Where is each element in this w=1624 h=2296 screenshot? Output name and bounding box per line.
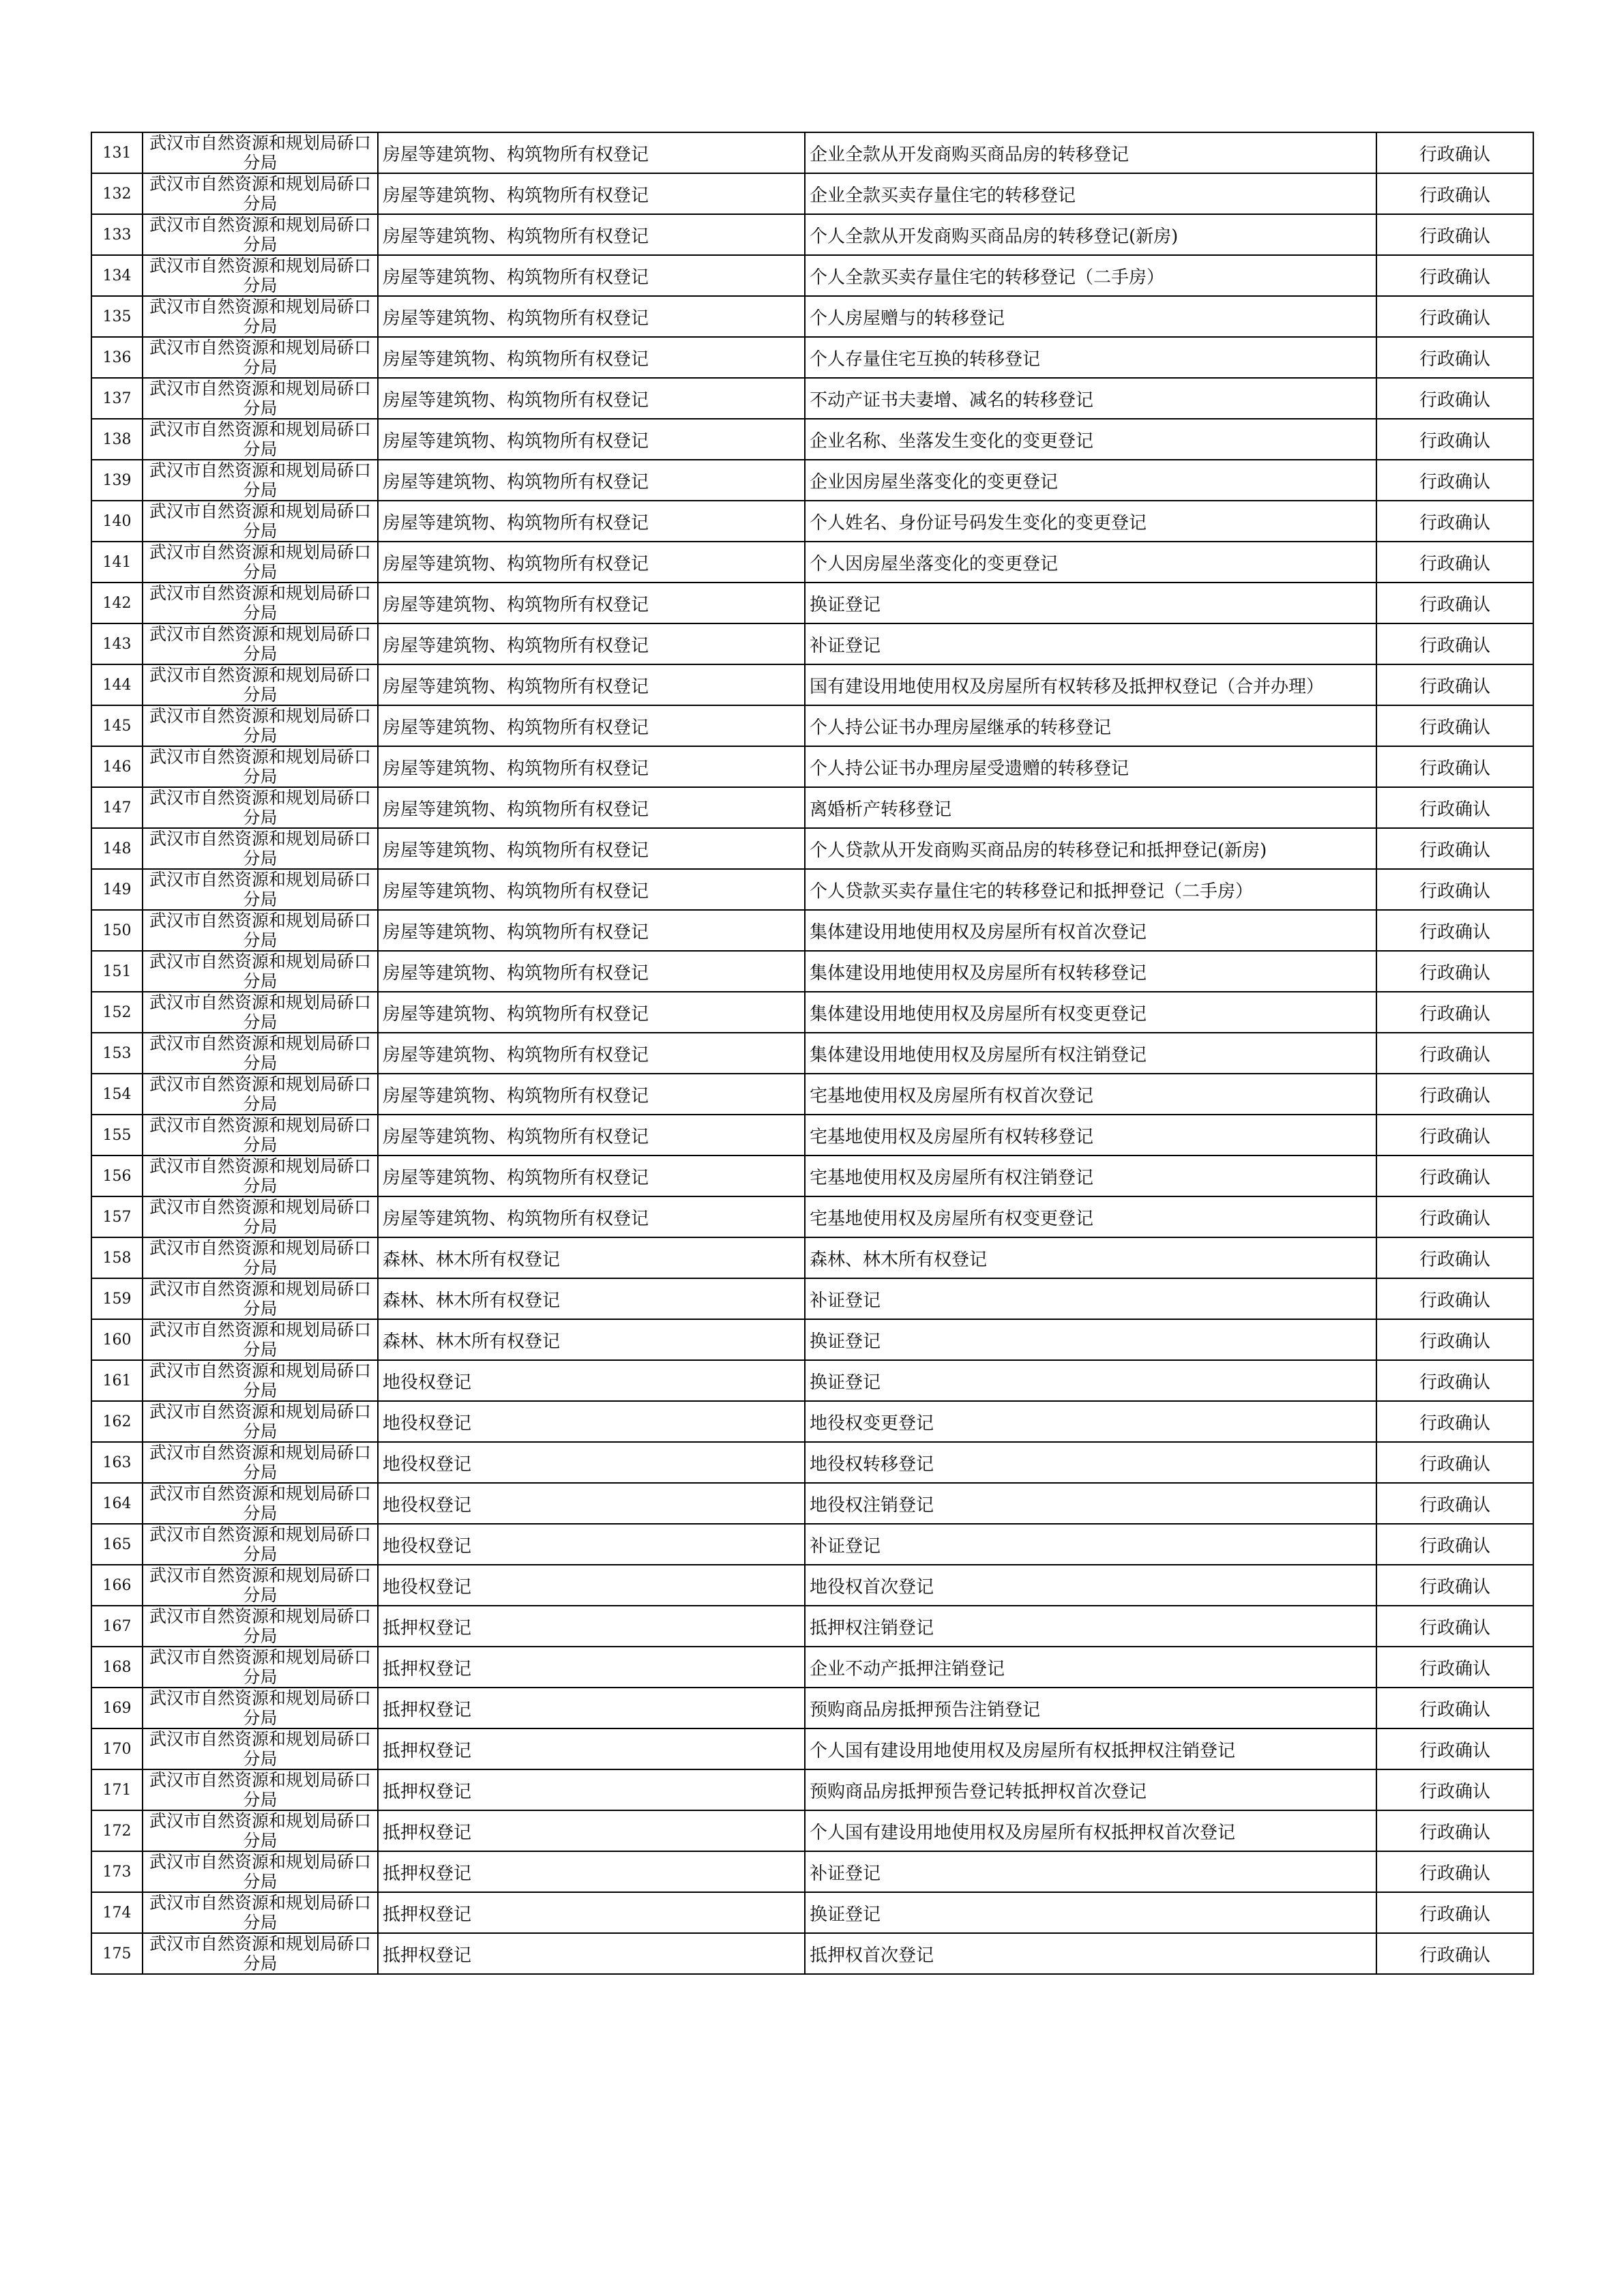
row-number-cell: 169	[91, 1688, 143, 1728]
item-name-cell: 集体建设用地使用权及房屋所有权注销登记	[805, 1033, 1376, 1074]
row-number-cell: 146	[91, 746, 143, 787]
category-cell: 地役权登记	[378, 1360, 805, 1401]
item-name-cell: 企业全款买卖存量住宅的转移登记	[805, 173, 1376, 214]
item-type-cell: 行政确认	[1376, 460, 1533, 501]
category-cell: 房屋等建筑物、构筑物所有权登记	[378, 1074, 805, 1115]
item-type-cell: 行政确认	[1376, 542, 1533, 583]
table-body	[91, 132, 1533, 1974]
row-number-cell: 151	[91, 951, 143, 992]
item-name-cell: 地役权首次登记	[805, 1565, 1376, 1606]
item-type-cell: 行政确认	[1376, 951, 1533, 992]
item-type-cell: 行政确认	[1376, 1851, 1533, 1892]
category-cell: 房屋等建筑物、构筑物所有权登记	[378, 296, 805, 337]
department-cell: 武汉市自然资源和规划局硚口分局	[143, 746, 378, 787]
row-number-cell: 171	[91, 1769, 143, 1810]
department-cell: 武汉市自然资源和规划局硚口分局	[143, 1933, 378, 1974]
row-number-cell: 159	[91, 1278, 143, 1319]
item-type-cell: 行政确认	[1376, 1728, 1533, 1769]
item-name-cell: 个人因房屋坐落变化的变更登记	[805, 542, 1376, 583]
item-name-cell: 地役权注销登记	[805, 1483, 1376, 1524]
table-row	[91, 1442, 1533, 1483]
row-number-cell: 138	[91, 419, 143, 460]
item-type-cell: 行政确认	[1376, 1278, 1533, 1319]
category-cell: 抵押权登记	[378, 1810, 805, 1851]
category-cell: 房屋等建筑物、构筑物所有权登记	[378, 337, 805, 378]
item-type-cell: 行政确认	[1376, 869, 1533, 910]
item-type-cell: 行政确认	[1376, 583, 1533, 623]
department-cell: 武汉市自然资源和规划局硚口分局	[143, 1524, 378, 1565]
document-table	[91, 132, 1534, 1975]
item-name-cell: 补证登记	[805, 1851, 1376, 1892]
item-name-cell: 个人贷款买卖存量住宅的转移登记和抵押登记（二手房）	[805, 869, 1376, 910]
department-cell: 武汉市自然资源和规划局硚口分局	[143, 419, 378, 460]
row-number-cell: 134	[91, 255, 143, 296]
item-type-cell: 行政确认	[1376, 828, 1533, 869]
row-number-cell: 133	[91, 214, 143, 255]
table-row	[91, 583, 1533, 623]
item-name-cell: 补证登记	[805, 623, 1376, 664]
item-name-cell: 个人全款从开发商购买商品房的转移登记(新房)	[805, 214, 1376, 255]
row-number-cell: 156	[91, 1156, 143, 1196]
category-cell: 抵押权登记	[378, 1933, 805, 1974]
row-number-cell: 142	[91, 583, 143, 623]
category-cell: 森林、林木所有权登记	[378, 1319, 805, 1360]
department-cell: 武汉市自然资源和规划局硚口分局	[143, 1360, 378, 1401]
category-cell: 抵押权登记	[378, 1606, 805, 1647]
category-cell: 地役权登记	[378, 1524, 805, 1565]
category-cell: 房屋等建筑物、构筑物所有权登记	[378, 1115, 805, 1156]
department-cell: 武汉市自然资源和规划局硚口分局	[143, 1565, 378, 1606]
table-row	[91, 1237, 1533, 1278]
department-cell: 武汉市自然资源和规划局硚口分局	[143, 1237, 378, 1278]
department-cell: 武汉市自然资源和规划局硚口分局	[143, 1319, 378, 1360]
table-row	[91, 1483, 1533, 1524]
item-type-cell: 行政确认	[1376, 623, 1533, 664]
table-row	[91, 910, 1533, 951]
item-name-cell: 预购商品房抵押预告注销登记	[805, 1688, 1376, 1728]
category-cell: 地役权登记	[378, 1401, 805, 1442]
item-type-cell: 行政确认	[1376, 1442, 1533, 1483]
table-row	[91, 1196, 1533, 1237]
item-type-cell: 行政确认	[1376, 1401, 1533, 1442]
department-cell: 武汉市自然资源和规划局硚口分局	[143, 787, 378, 828]
table-row	[91, 1319, 1533, 1360]
item-type-cell: 行政确认	[1376, 1647, 1533, 1688]
item-name-cell: 企业名称、坐落发生变化的变更登记	[805, 419, 1376, 460]
department-cell: 武汉市自然资源和规划局硚口分局	[143, 173, 378, 214]
item-type-cell: 行政确认	[1376, 1360, 1533, 1401]
category-cell: 房屋等建筑物、构筑物所有权登记	[378, 583, 805, 623]
table-row	[91, 1524, 1533, 1565]
row-number-cell: 153	[91, 1033, 143, 1074]
table-row	[91, 1810, 1533, 1851]
item-type-cell: 行政确认	[1376, 1319, 1533, 1360]
department-cell: 武汉市自然资源和规划局硚口分局	[143, 1769, 378, 1810]
category-cell: 房屋等建筑物、构筑物所有权登记	[378, 173, 805, 214]
item-name-cell: 企业不动产抵押注销登记	[805, 1647, 1376, 1688]
row-number-cell: 174	[91, 1892, 143, 1933]
item-type-cell: 行政确认	[1376, 1606, 1533, 1647]
row-number-cell: 154	[91, 1074, 143, 1115]
item-type-cell: 行政确认	[1376, 1156, 1533, 1196]
department-cell: 武汉市自然资源和规划局硚口分局	[143, 705, 378, 746]
category-cell: 抵押权登记	[378, 1851, 805, 1892]
table-row	[91, 1851, 1533, 1892]
department-cell: 武汉市自然资源和规划局硚口分局	[143, 1442, 378, 1483]
department-cell: 武汉市自然资源和规划局硚口分局	[143, 132, 378, 173]
item-name-cell: 地役权转移登记	[805, 1442, 1376, 1483]
item-name-cell: 换证登记	[805, 1319, 1376, 1360]
item-type-cell: 行政确认	[1376, 296, 1533, 337]
category-cell: 地役权登记	[378, 1483, 805, 1524]
item-name-cell: 补证登记	[805, 1524, 1376, 1565]
department-cell: 武汉市自然资源和规划局硚口分局	[143, 214, 378, 255]
category-cell: 房屋等建筑物、构筑物所有权登记	[378, 419, 805, 460]
category-cell: 房屋等建筑物、构筑物所有权登记	[378, 951, 805, 992]
department-cell: 武汉市自然资源和规划局硚口分局	[143, 828, 378, 869]
item-name-cell: 抵押权注销登记	[805, 1606, 1376, 1647]
department-cell: 武汉市自然资源和规划局硚口分局	[143, 1728, 378, 1769]
category-cell: 房屋等建筑物、构筑物所有权登记	[378, 910, 805, 951]
item-name-cell: 换证登记	[805, 1360, 1376, 1401]
category-cell: 抵押权登记	[378, 1688, 805, 1728]
table-row	[91, 378, 1533, 419]
category-cell: 房屋等建筑物、构筑物所有权登记	[378, 132, 805, 173]
category-cell: 抵押权登记	[378, 1769, 805, 1810]
department-cell: 武汉市自然资源和规划局硚口分局	[143, 583, 378, 623]
table-row	[91, 214, 1533, 255]
item-name-cell: 预购商品房抵押预告登记转抵押权首次登记	[805, 1769, 1376, 1810]
row-number-cell: 144	[91, 664, 143, 705]
table-row	[91, 623, 1533, 664]
table-row	[91, 951, 1533, 992]
item-name-cell: 集体建设用地使用权及房屋所有权变更登记	[805, 992, 1376, 1033]
row-number-cell: 160	[91, 1319, 143, 1360]
item-type-cell: 行政确认	[1376, 1565, 1533, 1606]
table-row	[91, 173, 1533, 214]
table-row	[91, 337, 1533, 378]
item-name-cell: 换证登记	[805, 1892, 1376, 1933]
table-row	[91, 296, 1533, 337]
item-name-cell: 个人国有建设用地使用权及房屋所有权抵押权首次登记	[805, 1810, 1376, 1851]
item-type-cell: 行政确认	[1376, 1483, 1533, 1524]
row-number-cell: 152	[91, 992, 143, 1033]
table-row	[91, 542, 1533, 583]
row-number-cell: 148	[91, 828, 143, 869]
category-cell: 房屋等建筑物、构筑物所有权登记	[378, 664, 805, 705]
department-cell: 武汉市自然资源和规划局硚口分局	[143, 255, 378, 296]
category-cell: 抵押权登记	[378, 1892, 805, 1933]
item-type-cell: 行政确认	[1376, 1237, 1533, 1278]
table-row	[91, 1033, 1533, 1074]
table-row	[91, 132, 1533, 173]
table-row	[91, 1933, 1533, 1974]
table-row	[91, 1565, 1533, 1606]
table-row	[91, 1647, 1533, 1688]
table-row	[91, 1074, 1533, 1115]
item-name-cell: 换证登记	[805, 583, 1376, 623]
row-number-cell: 136	[91, 337, 143, 378]
row-number-cell: 140	[91, 501, 143, 542]
table-row	[91, 1401, 1533, 1442]
row-number-cell: 162	[91, 1401, 143, 1442]
item-name-cell: 个人国有建设用地使用权及房屋所有权抵押权注销登记	[805, 1728, 1376, 1769]
table-row	[91, 501, 1533, 542]
item-type-cell: 行政确认	[1376, 787, 1533, 828]
department-cell: 武汉市自然资源和规划局硚口分局	[143, 1074, 378, 1115]
item-type-cell: 行政确认	[1376, 337, 1533, 378]
category-cell: 房屋等建筑物、构筑物所有权登记	[378, 992, 805, 1033]
row-number-cell: 166	[91, 1565, 143, 1606]
row-number-cell: 161	[91, 1360, 143, 1401]
department-cell: 武汉市自然资源和规划局硚口分局	[143, 623, 378, 664]
category-cell: 房屋等建筑物、构筑物所有权登记	[378, 705, 805, 746]
item-type-cell: 行政确认	[1376, 1074, 1533, 1115]
item-name-cell: 个人贷款从开发商购买商品房的转移登记和抵押登记(新房)	[805, 828, 1376, 869]
item-name-cell: 个人姓名、身份证号码发生变化的变更登记	[805, 501, 1376, 542]
item-name-cell: 个人房屋赠与的转移登记	[805, 296, 1376, 337]
table-row	[91, 1278, 1533, 1319]
row-number-cell: 165	[91, 1524, 143, 1565]
table-row	[91, 419, 1533, 460]
item-name-cell: 企业全款从开发商购买商品房的转移登记	[805, 132, 1376, 173]
department-cell: 武汉市自然资源和规划局硚口分局	[143, 1892, 378, 1933]
item-type-cell: 行政确认	[1376, 1810, 1533, 1851]
item-type-cell: 行政确认	[1376, 664, 1533, 705]
row-number-cell: 163	[91, 1442, 143, 1483]
category-cell: 房屋等建筑物、构筑物所有权登记	[378, 828, 805, 869]
row-number-cell: 172	[91, 1810, 143, 1851]
department-cell: 武汉市自然资源和规划局硚口分局	[143, 664, 378, 705]
category-cell: 房屋等建筑物、构筑物所有权登记	[378, 501, 805, 542]
department-cell: 武汉市自然资源和规划局硚口分局	[143, 1033, 378, 1074]
row-number-cell: 157	[91, 1196, 143, 1237]
table-row	[91, 664, 1533, 705]
item-name-cell: 个人持公证书办理房屋继承的转移登记	[805, 705, 1376, 746]
item-type-cell: 行政确认	[1376, 173, 1533, 214]
item-name-cell: 宅基地使用权及房屋所有权首次登记	[805, 1074, 1376, 1115]
item-type-cell: 行政确认	[1376, 1769, 1533, 1810]
row-number-cell: 175	[91, 1933, 143, 1974]
category-cell: 房屋等建筑物、构筑物所有权登记	[378, 542, 805, 583]
item-type-cell: 行政确认	[1376, 1688, 1533, 1728]
table-row	[91, 992, 1533, 1033]
category-cell: 森林、林木所有权登记	[378, 1278, 805, 1319]
department-cell: 武汉市自然资源和规划局硚口分局	[143, 1156, 378, 1196]
item-name-cell: 地役权变更登记	[805, 1401, 1376, 1442]
category-cell: 房屋等建筑物、构筑物所有权登记	[378, 623, 805, 664]
row-number-cell: 150	[91, 910, 143, 951]
row-number-cell: 147	[91, 787, 143, 828]
category-cell: 房屋等建筑物、构筑物所有权登记	[378, 460, 805, 501]
table-row	[91, 1115, 1533, 1156]
department-cell: 武汉市自然资源和规划局硚口分局	[143, 1401, 378, 1442]
item-type-cell: 行政确认	[1376, 255, 1533, 296]
category-cell: 房屋等建筑物、构筑物所有权登记	[378, 869, 805, 910]
row-number-cell: 164	[91, 1483, 143, 1524]
department-cell: 武汉市自然资源和规划局硚口分局	[143, 1647, 378, 1688]
item-name-cell: 企业因房屋坐落变化的变更登记	[805, 460, 1376, 501]
row-number-cell: 139	[91, 460, 143, 501]
table-row	[91, 460, 1533, 501]
department-cell: 武汉市自然资源和规划局硚口分局	[143, 1196, 378, 1237]
item-type-cell: 行政确认	[1376, 992, 1533, 1033]
item-type-cell: 行政确认	[1376, 1524, 1533, 1565]
row-number-cell: 137	[91, 378, 143, 419]
row-number-cell: 143	[91, 623, 143, 664]
row-number-cell: 155	[91, 1115, 143, 1156]
department-cell: 武汉市自然资源和规划局硚口分局	[143, 501, 378, 542]
row-number-cell: 168	[91, 1647, 143, 1688]
row-number-cell: 141	[91, 542, 143, 583]
department-cell: 武汉市自然资源和规划局硚口分局	[143, 337, 378, 378]
table-row	[91, 1688, 1533, 1728]
row-number-cell: 132	[91, 173, 143, 214]
category-cell: 抵押权登记	[378, 1647, 805, 1688]
table-row	[91, 746, 1533, 787]
item-type-cell: 行政确认	[1376, 1933, 1533, 1974]
item-name-cell: 集体建设用地使用权及房屋所有权首次登记	[805, 910, 1376, 951]
department-cell: 武汉市自然资源和规划局硚口分局	[143, 1115, 378, 1156]
item-type-cell: 行政确认	[1376, 910, 1533, 951]
category-cell: 房屋等建筑物、构筑物所有权登记	[378, 1156, 805, 1196]
department-cell: 武汉市自然资源和规划局硚口分局	[143, 1606, 378, 1647]
row-number-cell: 135	[91, 296, 143, 337]
department-cell: 武汉市自然资源和规划局硚口分局	[143, 296, 378, 337]
category-cell: 房屋等建筑物、构筑物所有权登记	[378, 214, 805, 255]
department-cell: 武汉市自然资源和规划局硚口分局	[143, 378, 378, 419]
row-number-cell: 131	[91, 132, 143, 173]
table-row	[91, 1156, 1533, 1196]
table-row	[91, 1769, 1533, 1810]
row-number-cell: 167	[91, 1606, 143, 1647]
department-cell: 武汉市自然资源和规划局硚口分局	[143, 1810, 378, 1851]
category-cell: 房屋等建筑物、构筑物所有权登记	[378, 255, 805, 296]
row-number-cell: 173	[91, 1851, 143, 1892]
table-row	[91, 787, 1533, 828]
item-type-cell: 行政确认	[1376, 1033, 1533, 1074]
item-name-cell: 补证登记	[805, 1278, 1376, 1319]
item-type-cell: 行政确认	[1376, 1115, 1533, 1156]
item-type-cell: 行政确认	[1376, 501, 1533, 542]
item-type-cell: 行政确认	[1376, 705, 1533, 746]
item-name-cell: 个人全款买卖存量住宅的转移登记（二手房）	[805, 255, 1376, 296]
item-name-cell: 国有建设用地使用权及房屋所有权转移及抵押权登记（合并办理）	[805, 664, 1376, 705]
category-cell: 房屋等建筑物、构筑物所有权登记	[378, 1033, 805, 1074]
table-row	[91, 1728, 1533, 1769]
row-number-cell: 149	[91, 869, 143, 910]
item-name-cell: 个人存量住宅互换的转移登记	[805, 337, 1376, 378]
table-row	[91, 869, 1533, 910]
item-type-cell: 行政确认	[1376, 419, 1533, 460]
item-name-cell: 不动产证书夫妻增、减名的转移登记	[805, 378, 1376, 419]
department-cell: 武汉市自然资源和规划局硚口分局	[143, 1278, 378, 1319]
category-cell: 房屋等建筑物、构筑物所有权登记	[378, 378, 805, 419]
table-row	[91, 1892, 1533, 1933]
item-type-cell: 行政确认	[1376, 1892, 1533, 1933]
item-type-cell: 行政确认	[1376, 746, 1533, 787]
item-name-cell: 抵押权首次登记	[805, 1933, 1376, 1974]
category-cell: 房屋等建筑物、构筑物所有权登记	[378, 746, 805, 787]
item-name-cell: 宅基地使用权及房屋所有权转移登记	[805, 1115, 1376, 1156]
category-cell: 房屋等建筑物、构筑物所有权登记	[378, 787, 805, 828]
department-cell: 武汉市自然资源和规划局硚口分局	[143, 542, 378, 583]
table-row	[91, 255, 1533, 296]
item-name-cell: 宅基地使用权及房屋所有权注销登记	[805, 1156, 1376, 1196]
department-cell: 武汉市自然资源和规划局硚口分局	[143, 992, 378, 1033]
table-row	[91, 705, 1533, 746]
department-cell: 武汉市自然资源和规划局硚口分局	[143, 910, 378, 951]
item-name-cell: 个人持公证书办理房屋受遗赠的转移登记	[805, 746, 1376, 787]
department-cell: 武汉市自然资源和规划局硚口分局	[143, 1688, 378, 1728]
table-row	[91, 828, 1533, 869]
department-cell: 武汉市自然资源和规划局硚口分局	[143, 951, 378, 992]
department-cell: 武汉市自然资源和规划局硚口分局	[143, 1483, 378, 1524]
item-name-cell: 离婚析产转移登记	[805, 787, 1376, 828]
table-row	[91, 1606, 1533, 1647]
item-type-cell: 行政确认	[1376, 378, 1533, 419]
category-cell: 抵押权登记	[378, 1728, 805, 1769]
item-type-cell: 行政确认	[1376, 132, 1533, 173]
category-cell: 房屋等建筑物、构筑物所有权登记	[378, 1196, 805, 1237]
row-number-cell: 170	[91, 1728, 143, 1769]
row-number-cell: 158	[91, 1237, 143, 1278]
category-cell: 地役权登记	[378, 1442, 805, 1483]
item-type-cell: 行政确认	[1376, 1196, 1533, 1237]
department-cell: 武汉市自然资源和规划局硚口分局	[143, 460, 378, 501]
item-name-cell: 集体建设用地使用权及房屋所有权转移登记	[805, 951, 1376, 992]
item-name-cell: 宅基地使用权及房屋所有权变更登记	[805, 1196, 1376, 1237]
row-number-cell: 145	[91, 705, 143, 746]
category-cell: 森林、林木所有权登记	[378, 1237, 805, 1278]
category-cell: 地役权登记	[378, 1565, 805, 1606]
department-cell: 武汉市自然资源和规划局硚口分局	[143, 1851, 378, 1892]
item-name-cell: 森林、林木所有权登记	[805, 1237, 1376, 1278]
department-cell: 武汉市自然资源和规划局硚口分局	[143, 869, 378, 910]
item-type-cell: 行政确认	[1376, 214, 1533, 255]
table-row	[91, 1360, 1533, 1401]
